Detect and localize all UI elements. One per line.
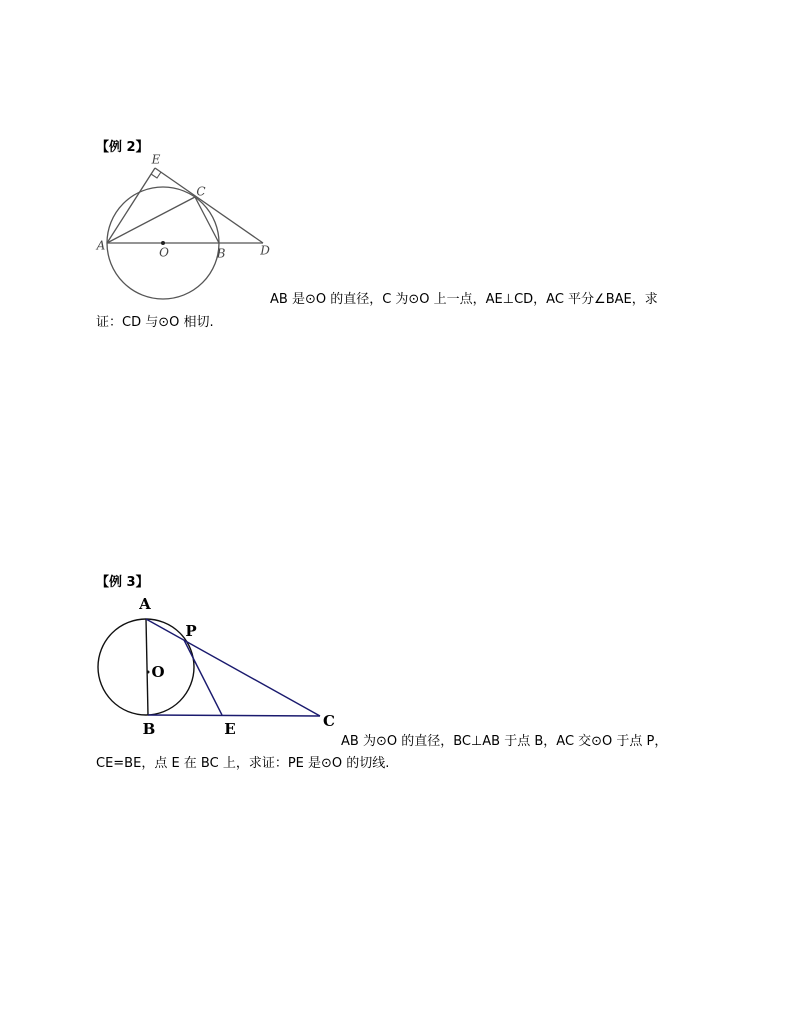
line-ed — [155, 168, 263, 243]
example3-heading: 【例 3】 — [96, 575, 149, 590]
example2-problem-line2: 证：CD 与⊙O 相切. — [96, 315, 214, 330]
label-a: A — [139, 595, 151, 613]
line-ae — [107, 168, 155, 243]
example3-figure — [98, 595, 335, 738]
example3-problem-line1: AB 为⊙O 的直径，BC⊥AB 于点 B，AC 交⊙O 于点 P， — [341, 734, 668, 749]
example2-problem-line1: AB 是⊙O 的直径，C 为⊙O 上一点，AE⊥CD，AC 平分∠BAE，求 — [270, 292, 658, 307]
label-p: P — [185, 622, 197, 640]
center-point-o — [161, 241, 165, 245]
line-ac — [146, 619, 320, 716]
label-b: B — [216, 246, 226, 261]
label-e: E — [224, 720, 236, 738]
label-o: O — [151, 663, 165, 681]
center-point-o — [147, 671, 150, 674]
label-a: A — [96, 238, 106, 253]
label-e: E — [151, 152, 161, 167]
label-b: B — [142, 720, 156, 738]
label-d: D — [260, 243, 270, 258]
example2-figure — [96, 153, 271, 300]
line-ac — [107, 197, 195, 243]
line-bc — [148, 715, 320, 716]
label-c: C — [196, 184, 206, 199]
label-o: O — [159, 245, 169, 260]
example3-problem-line2: CE=BE，点 E 在 BC 上，求证：PE 是⊙O 的切线. — [96, 756, 390, 771]
example2-heading: 【例 2】 — [96, 140, 149, 155]
label-c: C — [323, 712, 335, 730]
diameter-ab — [146, 619, 148, 715]
